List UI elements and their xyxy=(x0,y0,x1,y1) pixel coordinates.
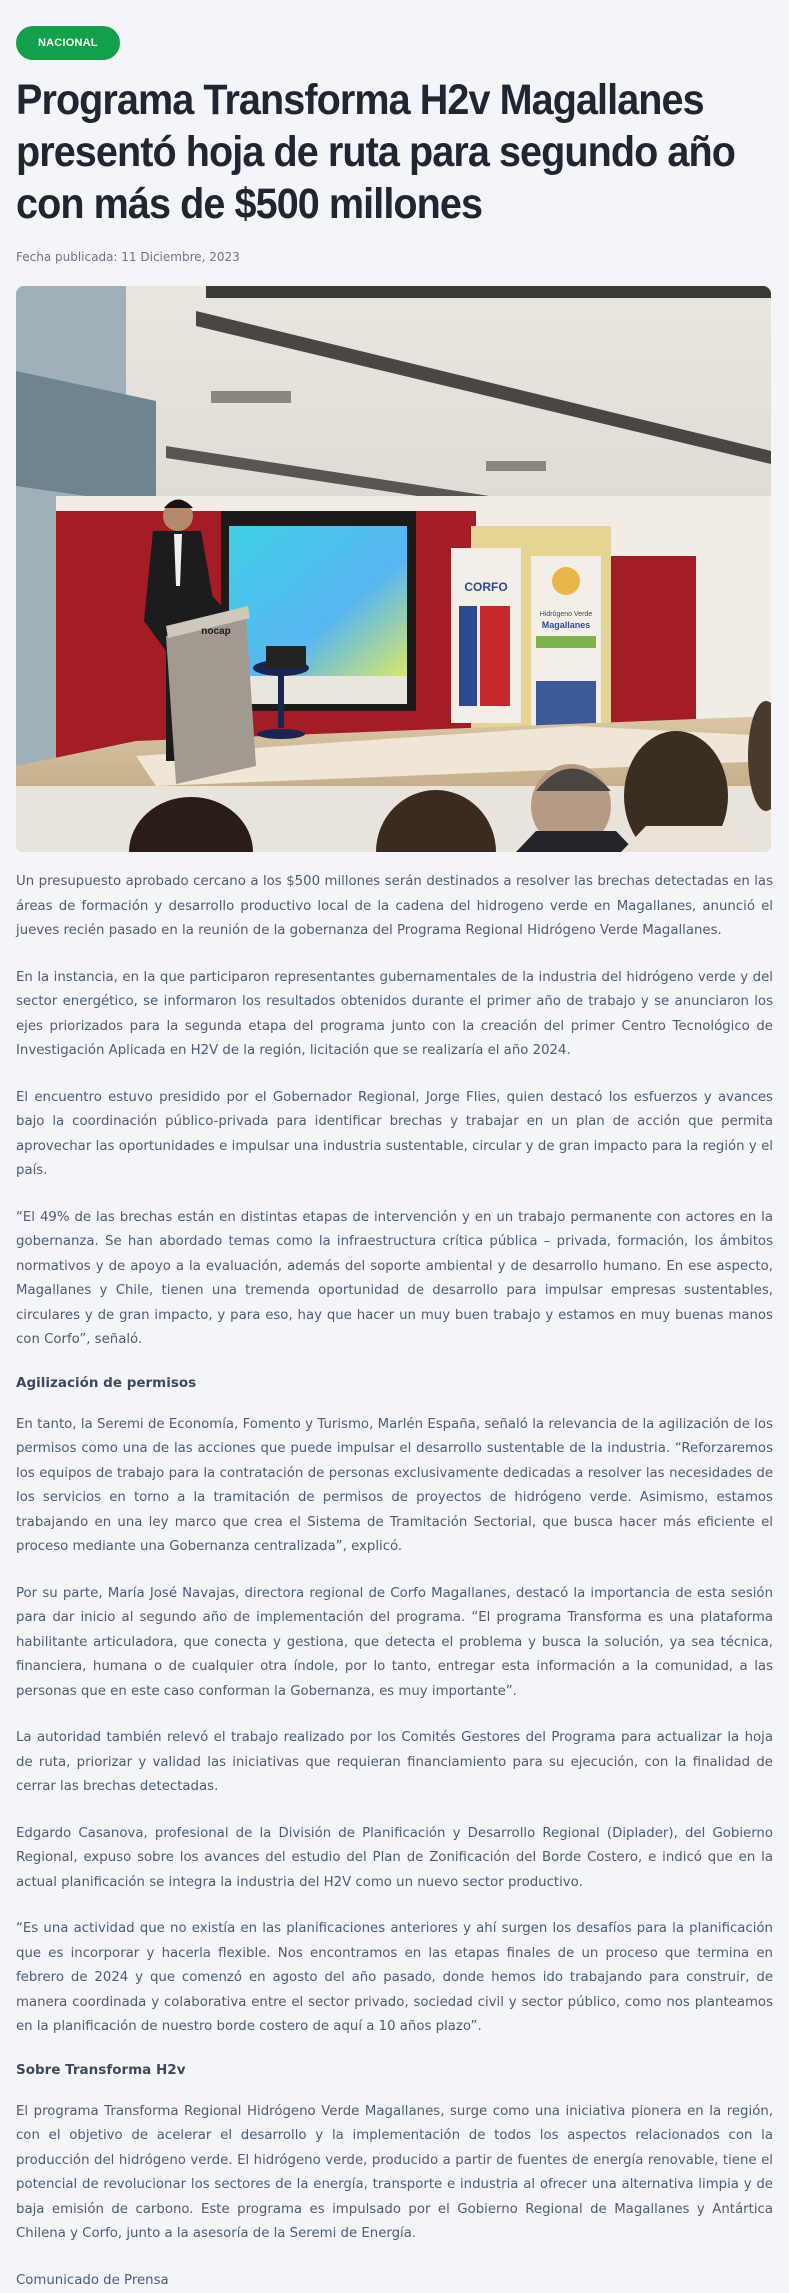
subheading-sobre: Sobre Transforma H2v xyxy=(16,2062,773,2078)
conference-photo-illustration xyxy=(16,286,771,852)
published-date: Fecha publicada: 11 Diciembre, 2023 xyxy=(16,250,773,264)
paragraph-8: Edgardo Casanova, profesional de la División de Planificación y Desarrollo Regional (Diplader), del Gobierno Regional, expuso sobre los avances del estudio del Plan de Zonificación del Borde Costero, e indicó que en la actual planificación se integra la industria del H2V como un nuevo sector productivo. xyxy=(16,1822,773,1896)
banner-right-line1: Hidrógeno Verde xyxy=(540,611,593,618)
category-badge[interactable]: NACIONAL xyxy=(16,26,120,60)
hero-photo xyxy=(16,286,771,852)
banner-right-line2: Magallanes xyxy=(542,620,591,630)
press-release-note: Comunicado de Prensa xyxy=(16,2269,773,2293)
paragraph-4: “El 49% de las brechas están en distintas etapas de intervención y en un trabajo permanente con actores en la gobernanza. Se han abordado temas como la infraestructura crítica pública – privada, formación, los ámbitos normativos y de apoyo a la evaluación, además del soporte ambiental y de desarrollo humano. En ese aspecto, Magallanes y Chile, tienen una tremenda oportunidad de desarrollo para impulsar empresas sustentables, circulares y de gran impacto, y para eso, hay que hacer un muy buen trabajo y estamos en muy buenas manos con Corfo”, señaló. xyxy=(16,1206,773,1353)
paragraph-5: En tanto, la Seremi de Economía, Fomento y Turismo, Marlén España, señaló la relevancia de la agilización de los permisos como una de las acciones que puede impulsar el desarrollo sustentable de la industria. “Reforzaremos los equipos de trabajo para la contratación de personas exclusivamente dedicadas a resolver las necesidades de los servicios en torno a la tramitación de permisos de proyectos de hidrógeno verde. Asimismo, estamos trabajando en una ley marco que crea el Sistema de Tramitación Sectorial, que busca hacer más eficiente el proceso mediante una Gobernanza centralizada”, explicó. xyxy=(16,1413,773,1560)
podium-logo-text: nocap xyxy=(201,626,230,637)
paragraph-3: El encuentro estuvo presidido por el Gobernador Regional, Jorge Flies, quien destacó los esfuerzos y avances bajo la coordinación público-privada para identificar brechas y trabajar en un plan de acción que permita aprovechar las oportunidades e impulsar una industria sustentable, circular y de gran impacto para la región y el país. xyxy=(16,1086,773,1184)
paragraph-1: Un presupuesto aprobado cercano a los $500 millones serán destinados a resolver las brechas detectadas en las áreas de formación y desarrollo productivo local de la cadena del hidrogeno verde en Magallanes, anunció el jueves recién pasado en la reunión de la gobernanza del Programa Regional Hidrógeno Verde Magallanes. xyxy=(16,870,773,944)
subheading-permisos: Agilización de permisos xyxy=(16,1375,773,1391)
paragraph-2: En la instancia, en la que participaron representantes gubernamentales de la industria del hidrógeno verde y del sector energético, se informaron los resultados obtenidos durante el primer año de trabajo y se anunciaron los ejes priorizados para la segunda etapa del programa junto con la creación del primer Centro Tecnológico de Investigación Aplicada en H2V de la región, licitación que se realizaría el año 2024. xyxy=(16,966,773,1064)
paragraph-6: Por su parte, María José Navajas, directora regional de Corfo Magallanes, destacó la importancia de esta sesión para dar inicio al segundo año de implementación del programa. “El programa Transforma es una plataforma habilitante articuladora, que conecta y gestiona, que detecta el problema y busca la solución, ya sea técnica, financiera, humana o de cualquier otra índole, por lo tanto, entregar esta información a la comunidad, a las personas que en este caso conforman la Gobernanza, es muy importante”. xyxy=(16,1582,773,1705)
article-title: Programa Transforma H2v Magallanes presentó hoja de ruta para segundo año con más de $500 millones xyxy=(16,74,769,230)
paragraph-7: La autoridad también relevó el trabajo realizado por los Comités Gestores del Programa para actualizar la hoja de ruta, priorizar y validad las iniciativas que requieran financiamiento para su ejecución, con la finalidad de cerrar las brechas detectadas. xyxy=(16,1726,773,1800)
article-body xyxy=(16,870,773,2293)
paragraph-10: El programa Transforma Regional Hidrógeno Verde Magallanes, surge como una iniciativa pionera en la región, con el objetivo de acelerar el desarrollo y la implementación de todos los aspectos relacionados con la producción del hidrógeno verde. El hidrógeno verde, producido a partir de fuentes de energía renovable, tiene el potencial de revolucionar los sectores de la energía, transporte e industria al ofrecer una alternativa limpia y de baja emisión de carbono. Este programa es impulsado por el Gobierno Regional de Magallanes y Antártica Chilena y Corfo, junto a la asesoría de la Seremi de Energía. xyxy=(16,2100,773,2247)
paragraph-9: “Es una actividad que no existía en las planificaciones anteriores y ahí surgen los desafíos para la planificación que es incorporar y hacerla flexible. Nos encontramos en las etapas finales de un proceso que termina en febrero de 2024 y que comenzó en agosto del año pasado, donde hemos ido trabajando para construir, de manera coordinada y colaborativa entre el sector privado, sociedad civil y sector público, como nos planteamos en la planificación de nuestro borde costero de aquí a 10 años plazo”. xyxy=(16,1917,773,2040)
banner-left-text: CORFO xyxy=(464,580,507,594)
